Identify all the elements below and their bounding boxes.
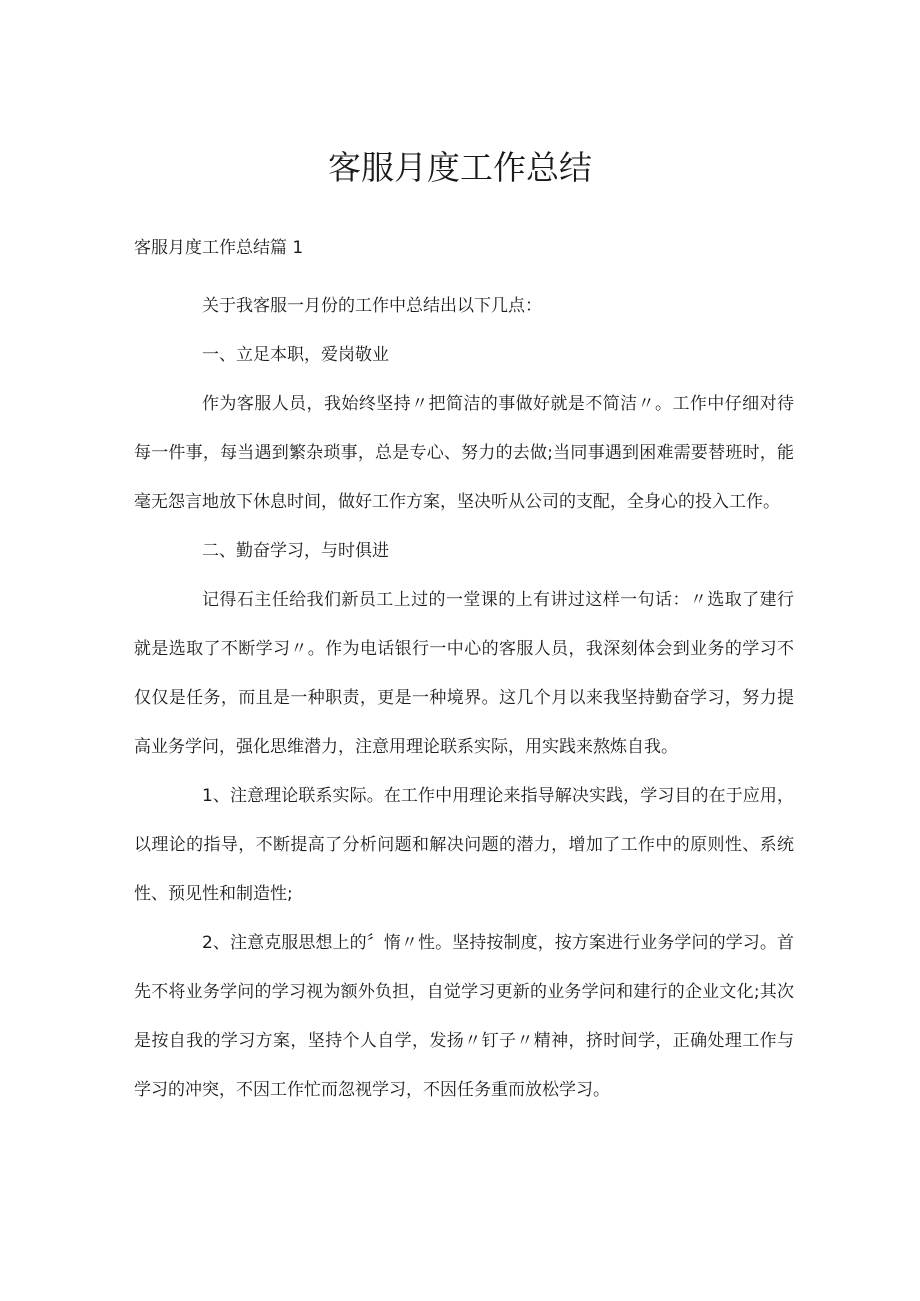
document-title: 客服月度工作总结 [328,148,592,187]
intro-paragraph: 关于我客服一月份的工作中总结出以下几点： [202,296,542,316]
document-body [134,282,794,1115]
paragraph-1: 作为客服人员，我始终坚持〃把简洁的事做好就是不简洁〃。工作中仔细对待每一件事，每当遇到繁杂琐事，总是专心、努力的去做;当同事遇到困难需要替班时，能毫无怨言地放下休息时间，做好工作方案，坚决听从公司的支配，全身心的投入工作。 [134,394,794,512]
list-item-2: 2、注意克服思想上的〞惰〃性。坚持按制度，按方案进行业务学问的学习。首先不将业务学问的学习视为额外负担，自觉学习更新的业务学问和建行的企业文化;其次是按自我的学习方案，坚持个人自学，发扬〃钉子〃精神，挤时间学，正确处理工作与学习的冲突，不因工作忙而忽视学习，不因任务重而放松学习。 [134,933,794,1100]
subheading-2: 二、勤奋学习，与时俱进 [202,541,389,561]
section-heading: 客服月度工作总结篇 1 [134,238,304,258]
paragraph-2: 记得石主任给我们新员工上过的一堂课的上有讲过这样一句话：〃选取了建行就是选取了不断学习〃。作为电话银行一中心的客服人员，我深刻体会到业务的学习不仅仅是任务，而且是一种职责，更是一种境界。这几个月以来我坚持勤奋学习，努力提高业务学问，强化思维潜力，注意用理论联系实际，用实践来熬炼自我。 [134,590,794,757]
subheading-1: 一、立足本职，爱岗敬业 [202,345,389,365]
list-item-1: 1、注意理论联系实际。在工作中用理论来指导解决实践，学习目的在于应用，以理论的指导，不断提高了分析问题和解决问题的潜力，增加了工作中的原则性、系统性、预见性和制造性; [134,786,794,904]
